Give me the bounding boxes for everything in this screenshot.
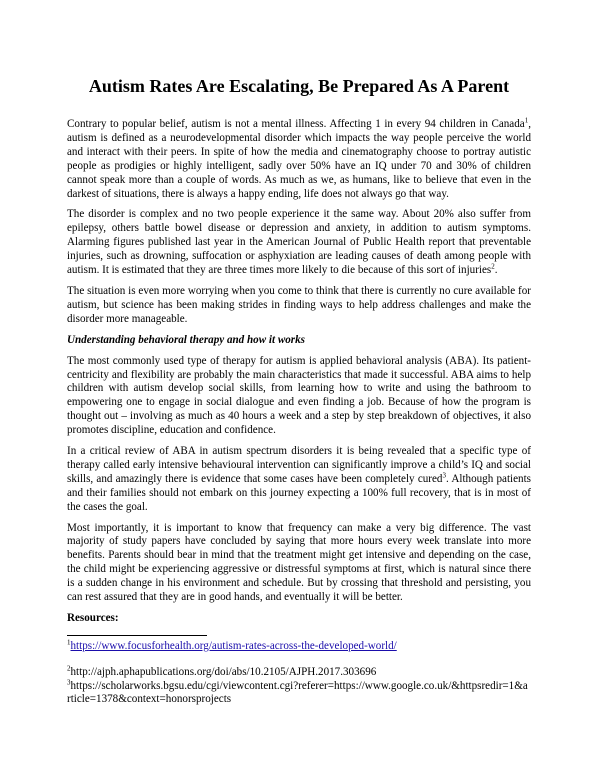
paragraph-intro-text: Contrary to popular belief, autism is not a mental illness. Affecting 1 in every 94 children in Canada (67, 118, 525, 130)
paragraph-frequency: Most importantly, it is important to know that frequency can make a very big difference. The vast majority of study papers have concluded by saying that more hours every week translate into more benefits. Parents should bear in mind that the treatment might get intensive and depending on the case, the child might be experiencing aggressive or distressful symptoms at first, which is natural since there is a sudden change in his environment and schedule. But by crossing that threshold and persisting, you can rest assured that they are in good hands, and eventually it will be better. (67, 521, 531, 604)
paragraph-intro-text-cont: , autism is defined as a neurodevelopmental disorder which impacts the way people perceive the world and interact with their peers. In spite of how the media and cinematography choose to portray autistic people as prodigies or highly intelligent, sadly over 50% have an IQ under 70 and 30% of children cannot speak more than a couple of words. As much as we, as humans, like to believe that even in the darkest of situations, there is always a happy ending, life does not always go that way. (67, 118, 531, 200)
paragraph-review-text-cont: . Although patients and their families should not embark on this journey expecting a 100% full recovery, that is in most of the cases the goal. (67, 472, 531, 513)
paragraph-review-text: In a critical review of ABA in autism spectrum disorders it is being revealed that a specific type of therapy called early intensive behavioural intervention can significantly improve a child’s IQ and social skills, and amazingly there is evidence that some cases have been completely cured (67, 445, 531, 485)
footnote-text-2: http://ajph.aphapublications.org/doi/abs/10.2105/AJPH.2017.303696 (70, 666, 377, 679)
footnote-ref-1: 1 (524, 116, 529, 125)
paragraph-review (67, 445, 531, 515)
footnote-text-3: https://scholarworks.bgsu.edu/cgi/viewcontent.cgi?referer=https://www.google.co.uk/&httpsredir=1&article=1378&context=honorsprojects (67, 679, 528, 706)
footnote-ref-3: 3 (442, 471, 446, 480)
footnote-2 (67, 666, 531, 679)
article-body (67, 118, 531, 707)
paragraph-disorder-text: The disorder is complex and no two people experience it the same way. About 20% also suffer from epilepsy, others battle bowel disease or depression and anxiety, in addition to autism symptoms. Alarming figures published last year in the American Journal of Public Health report that preventable injuries, such as drowning, suffocation or asphyxiation are leading causes of death among people with autism. It is estimated that they are three times more likely to die because of this sort of injuries (67, 208, 531, 277)
resources-label: Resources: (67, 612, 119, 624)
section-heading: Understanding behavioral therapy and how it works (67, 333, 305, 346)
paragraph-aba: The most commonly used type of therapy for autism is applied behavioral analysis (ABA). Its patient-centricity and flexibility are probably the main characteristics that made it successful. ABA aims to help children with autism develop social skills, from learning how to write and using the bathroom to empowering one to engage in social dialogue and even finding a job. Because of how the program is thought out – involving as much as 40 hours a week and a step by step breakdown of objectives, it also promotes discipline, education and confidence. (67, 354, 531, 437)
footnote-link-1[interactable]: https://www.focusforhealth.org/autism-rates-across-the-developed-world/ (70, 639, 397, 652)
footnote-number-2: 2 (67, 664, 71, 673)
footnotes (67, 635, 531, 707)
paragraph-situation: The situation is even more worrying when you come to think that there is currently no cure available for autism, but science has been making strides in finding ways to help address challenges and make the disorder more manageable. (67, 284, 531, 325)
page-title: Autism Rates Are Escalating, Be Prepared As A Parent (88, 76, 510, 96)
paragraph-intro (67, 118, 531, 201)
footnote-number-3: 3 (67, 678, 71, 687)
paragraph-disorder (67, 208, 531, 278)
footnote-divider (67, 635, 207, 636)
footnote-3 (67, 680, 531, 707)
footnote-1 (67, 640, 531, 653)
footnote-ref-2: 2 (491, 262, 495, 271)
footnote-number-1: 1 (67, 638, 71, 647)
paragraph-disorder-text-cont: . (494, 264, 498, 277)
